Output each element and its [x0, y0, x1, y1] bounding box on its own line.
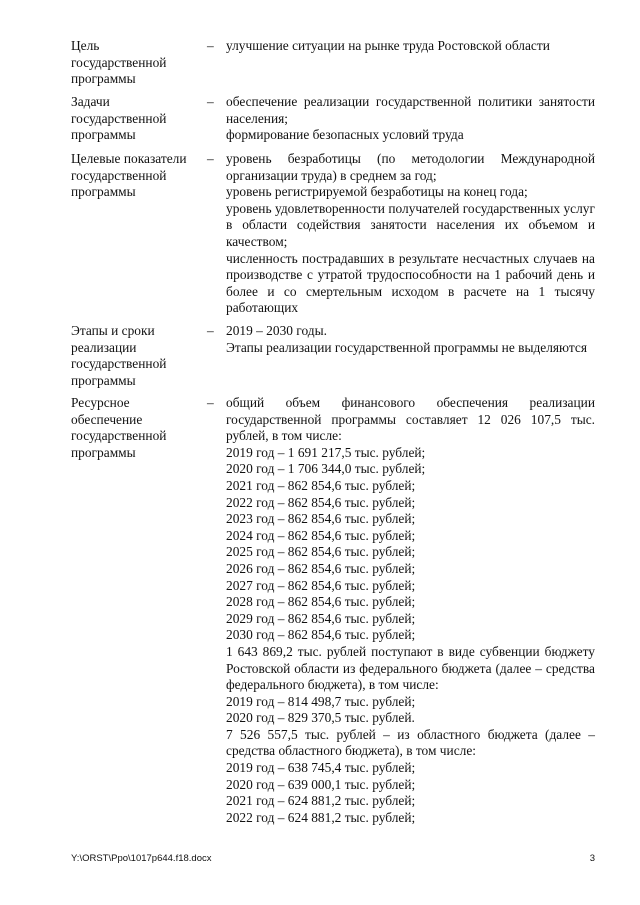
- row-content: обеспечение реализации государственной политики занятости населения; формирование безопасных условий труда: [226, 94, 595, 143]
- row-label: Задачи государственной программы: [71, 94, 167, 143]
- row-dash: –: [207, 94, 214, 109]
- file-path: Y:\ORST\Ppo\1017p644.f18.docx: [71, 853, 212, 864]
- page-number: 3: [589, 853, 595, 864]
- row-content: общий объем финансового обеспечения реализации государственной программы составляет 12 026 107,5 тыс. рублей, в том числе: 2019 год – 1 691 217,5 тыс. рублей; 2020 год – 1 706 344,0 тыс. рублей; 2021 год – 862 854,6 тыс. рублей; 2022 год – 862 854,6 тыс. рублей; 2023 год – 862 854,6 тыс. рублей; 2024 год – 862 854,6 тыс. рублей; 2025 год – 862 854,6 тыс. рублей; 2026 год – 862 854,6 тыс. рублей; 2027 год – 862 854,6 тыс. рублей; 2028 год – 862 854,6 тыс. рублей; 2029 год – 862 854,6 тыс. рублей; 2030 год – 862 854,6 тыс. рублей; 1 643 869,2 тыс. рублей поступают в виде субвенции бюджету Ростовской области из федерального бюджета (далее – средства федерального бюджета), в том числе: 2019 год – 814 498,7 тыс. рублей; 2020 год – 829 370,5 тыс. рублей. 7 526 557,5 тыс. рублей – из областного бюджета (далее – средства областного бюджета), в том числе: 2019 год – 638 745,4 тыс. рублей; 2020 год – 639 000,1 тыс. рублей; 2021 год – 624 881,2 тыс. рублей; 2022 год – 624 881,2 тыс. рублей;: [226, 395, 595, 825]
- row-dash: –: [207, 151, 214, 166]
- row-dash: –: [207, 395, 214, 410]
- row-content: улучшение ситуации на рынке труда Ростовской области: [226, 38, 550, 53]
- row-label: Цель государственной программы: [71, 38, 167, 87]
- row-label: Целевые показатели государственной программы: [71, 151, 187, 200]
- row-label: Ресурсное обеспечение государственной программы: [71, 395, 167, 460]
- row-dash: –: [207, 38, 214, 53]
- row-label: Этапы и сроки реализации государственной программы: [71, 323, 167, 388]
- page-footer: [71, 853, 595, 864]
- row-content: 2019 – 2030 годы. Этапы реализации государственной программы не выделяются: [226, 323, 588, 355]
- row-dash: –: [207, 323, 214, 338]
- row-content: уровень безработицы (по методологии Международной организации труда) в среднем за год; уровень регистрируемой безработицы на конец года; уровень удовлетворенности получателей государственных услуг в области содействия занятости населения их объемом и качеством; численность пострадавших в результате несчастных случаев на производстве с утратой трудоспособности на 1 рабочий день и более и со смертельным исходом в расчете на 1 тысячу работающих: [226, 151, 595, 316]
